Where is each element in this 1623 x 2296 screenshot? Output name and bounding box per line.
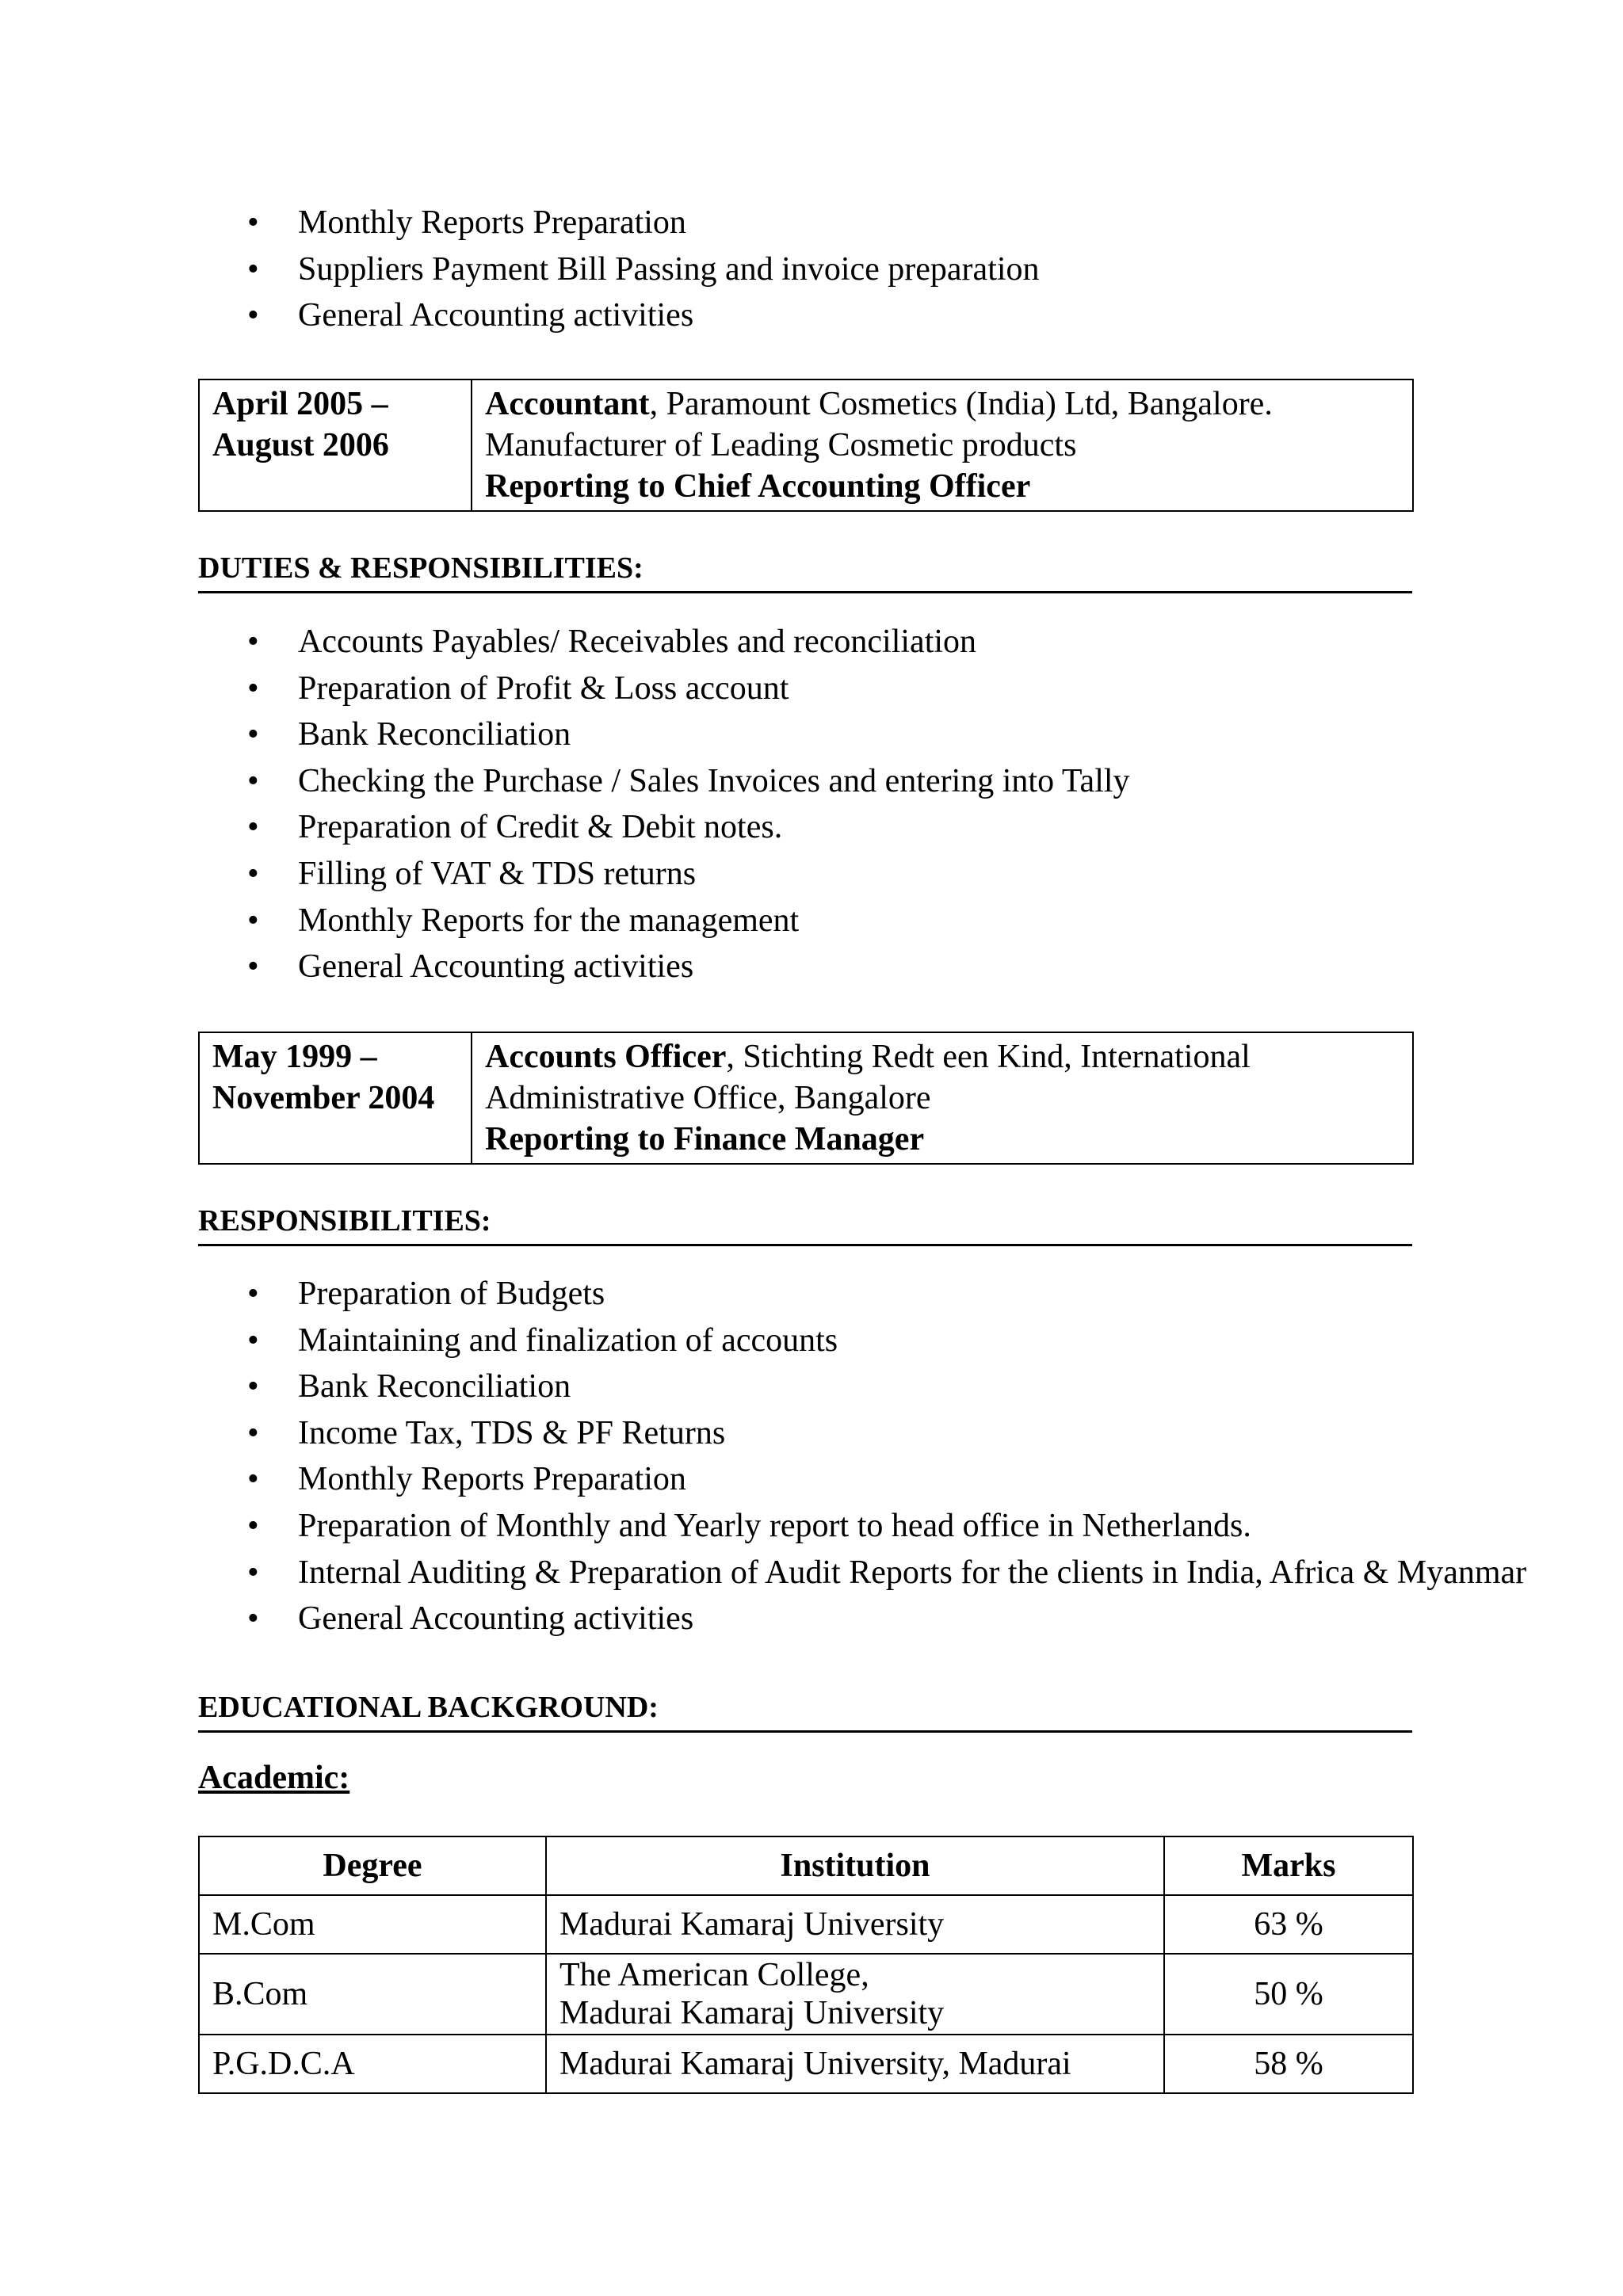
table-row	[199, 2035, 1413, 2093]
institution-cell: Madurai Kamaraj University, Madurai	[546, 2035, 1164, 2093]
marks-cell: 58 %	[1164, 2035, 1413, 2093]
job-company: , Stichting Redt een Kind, International	[726, 1039, 1251, 1075]
column-header-marks: Marks	[1164, 1836, 1413, 1895]
job-company-line2: Administrative Office, Bangalore	[485, 1080, 931, 1116]
list-item: • General Accounting activities	[238, 292, 1447, 339]
academic-label: Academic:	[198, 1760, 350, 1796]
list-item: • Checking the Purchase / Sales Invoices and entering into Tally	[238, 758, 1447, 805]
job-title: Accountant	[485, 386, 650, 422]
table-header-row	[199, 1836, 1413, 1895]
duties-bullet-list	[238, 619, 1447, 990]
job-entry-stichting	[198, 1032, 1414, 1165]
table-row	[199, 1895, 1413, 1954]
marks-cell: 63 %	[1164, 1895, 1413, 1954]
list-item: • Preparation of Credit & Debit notes.	[238, 804, 1447, 851]
job-dates: May 1999 – November 2004	[199, 1032, 472, 1164]
job-reporting: Reporting to Chief Accounting Officer	[485, 468, 1031, 505]
responsibilities-heading: RESPONSIBILITIES:	[198, 1203, 1412, 1246]
education-table	[198, 1836, 1414, 2094]
column-header-institution: Institution	[546, 1836, 1164, 1895]
list-item: • Income Tax, TDS & PF Returns	[238, 1410, 1447, 1457]
responsibilities-bullet-list	[238, 1271, 1534, 1642]
list-item: • Monthly Reports for the management	[238, 898, 1447, 944]
list-item: • Preparation of Budgets	[238, 1271, 1447, 1318]
marks-cell: 50 %	[1164, 1954, 1413, 2035]
list-item: • Maintaining and finalization of accounts	[238, 1318, 1447, 1364]
job-reporting: Reporting to Finance Manager	[485, 1121, 925, 1158]
list-item: • Accounts Payables/ Receivables and reconciliation	[238, 619, 1447, 666]
job-description: Manufacturer of Leading Cosmetic products	[485, 427, 1077, 463]
job-company: , Paramount Cosmetics (India) Ltd, Bangalore.	[649, 386, 1273, 422]
column-header-degree: Degree	[199, 1836, 546, 1895]
list-item: • General Accounting activities	[238, 944, 1447, 990]
institution-cell: Madurai Kamaraj University	[546, 1895, 1164, 1954]
list-item: • Bank Reconciliation	[238, 711, 1447, 758]
list-item: • Bank Reconciliation	[238, 1363, 1447, 1410]
list-item: • Preparation of Profit & Loss account	[238, 666, 1447, 712]
degree-cell: B.Com	[199, 1954, 546, 2035]
job-details	[472, 1032, 1413, 1164]
institution-cell: The American College, Madurai Kamaraj University	[546, 1954, 1164, 2035]
list-item: • Suppliers Payment Bill Passing and invoice preparation	[238, 246, 1447, 293]
list-item: • Preparation of Monthly and Yearly report to head office in Netherlands.	[238, 1503, 1447, 1550]
job-details	[472, 379, 1413, 511]
table-row	[199, 1954, 1413, 2035]
list-item: • Monthly Reports Preparation	[238, 200, 1447, 246]
list-item: • Internal Auditing & Preparation of Audit Reports for the clients in India, Africa & Myanmar	[238, 1550, 1534, 1596]
list-item: • General Accounting activities	[238, 1596, 1447, 1642]
intro-bullet-list	[238, 200, 1447, 339]
degree-cell: P.G.D.C.A	[199, 2035, 546, 2093]
education-heading: EDUCATIONAL BACKGROUND:	[198, 1689, 1412, 1733]
list-item: • Filling of VAT & TDS returns	[238, 851, 1447, 898]
duties-heading: DUTIES & RESPONSIBILITIES:	[198, 550, 1412, 593]
job-dates: April 2005 – August 2006	[199, 379, 472, 511]
list-item: • Monthly Reports Preparation	[238, 1456, 1447, 1503]
degree-cell: M.Com	[199, 1895, 546, 1954]
job-title: Accounts Officer	[485, 1039, 727, 1075]
job-entry-paramount	[198, 379, 1414, 512]
